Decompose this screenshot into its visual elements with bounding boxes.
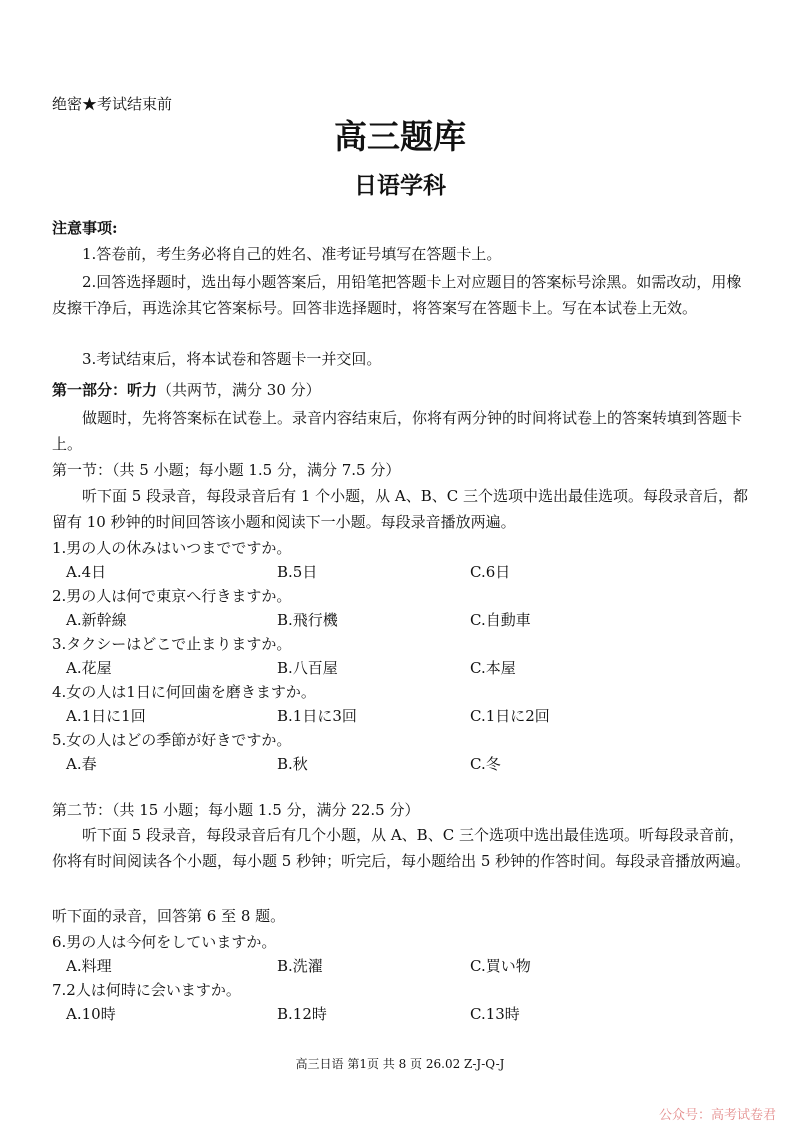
notice-item-2: 2.回答选择题时，选出每小题答案后，用铅笔把答题卡上对应题目的答案标号涂黑。如需改动，用橡皮擦干净后，再选涂其它答案标号。回答非选择题时，将答案写在答题卡上。写在本试卷上无效。 [52,273,742,317]
question-1-option-a: A.4日 [66,563,107,581]
question-3-option-a: A.花屋 [66,659,112,677]
question-4-option-a: A.1日に1回 [66,707,146,725]
question-2-option-b: B.飛行機 [277,611,338,629]
question-5-stem: 5.女の人はどの季節が好きですか。 [52,731,292,749]
question-4-option-c: C.1日に2回 [470,707,550,725]
part1-heading [52,380,321,400]
section2-instructions: 听下面 5 段录音，每段录音后有几个小题，从 A、B、C 三个选项中选出最佳选项。听每段录音前，你将有时间阅读各个小题，每小题 5 秒钟；听完后，每小题给出 5 秒钟的作答时间。每段录音播放两遍。 [52,826,751,870]
page-subtitle: 日语学科 [354,173,446,199]
notice-item-3: 3.考试结束后，将本试卷和答题卡一并交回。 [82,350,382,368]
question-2-option-c: C.自動車 [470,611,531,629]
question-6-option-c: C.買い物 [470,957,531,975]
question-4-option-b: B.1日に3回 [277,707,357,725]
question-1-stem: 1.男の人の休みはいつまでですか。 [52,539,292,557]
question-3-option-c: C.本屋 [470,659,516,677]
question-3-stem: 3.タクシーはどこで止まりますか。 [52,635,292,653]
section1-heading: 第一节：（共 5 小题；每小题 1.5 分，满分 7.5 分） [52,461,401,479]
question-5-option-b: B.秋 [277,755,308,773]
question-1-option-c: C.6日 [470,563,511,581]
question-5-option-a: A.春 [66,755,97,773]
section2-heading: 第二节：（共 15 小题；每小题 1.5 分，满分 22.5 分） [52,801,420,819]
question-5-option-c: C.冬 [470,755,501,773]
section1-instructions: 听下面 5 段录音，每段录音后有 1 个小题，从 A、B、C 三个选项中选出最佳选项。每段录音后，都留有 10 秒钟的时间回答该小题和阅读下一小题。每段录音播放两遍。 [52,487,749,531]
question-2-option-a: A.新幹線 [66,611,127,629]
notice-heading: 注意事项: [52,219,118,237]
question-6-option-a: A.料理 [66,957,112,975]
question-2-stem: 2.男の人は何で東京へ行きますか。 [52,587,292,605]
question-7-option-b: B.12時 [277,1005,327,1023]
question-7-stem: 7.2人は何時に会いますか。 [52,981,241,999]
confidential-label: 绝密★考试结束前 [52,95,173,113]
question-4-stem: 4.女の人は1日に何回歯を磨きますか。 [52,683,316,701]
question-7-option-c: C.13時 [470,1005,520,1023]
question-6-stem: 6.男の人は今何をしていますか。 [52,933,277,951]
page-title: 高三题库 [334,117,466,156]
part1-instructions: 做题时，先将答案标在试卷上。录音内容结束后，你将有两分钟的时间将试卷上的答案转填到答题卡上。 [52,409,743,453]
question-3-option-b: B.八百屋 [277,659,338,677]
section2-group-intro: 听下面的录音，回答第 6 至 8 题。 [52,907,286,925]
question-1-option-b: B.5日 [277,563,318,581]
part1-heading-score: （共两节，满分 30 分） [157,381,321,399]
watermark-text: 公众号：高考试卷君 [658,1108,776,1123]
notice-item-1: 1.答卷前，考生务必将自己的姓名、准考证号填写在答题卡上。 [82,245,502,263]
part1-heading-title: 第一部分：听力 [52,381,158,399]
question-7-option-a: A.10時 [66,1005,116,1023]
question-6-option-b: B.洗濯 [277,957,323,975]
page-footer: 高三日语 第1页 共 8 页 26.02 Z-J-Q-J [295,1057,505,1071]
